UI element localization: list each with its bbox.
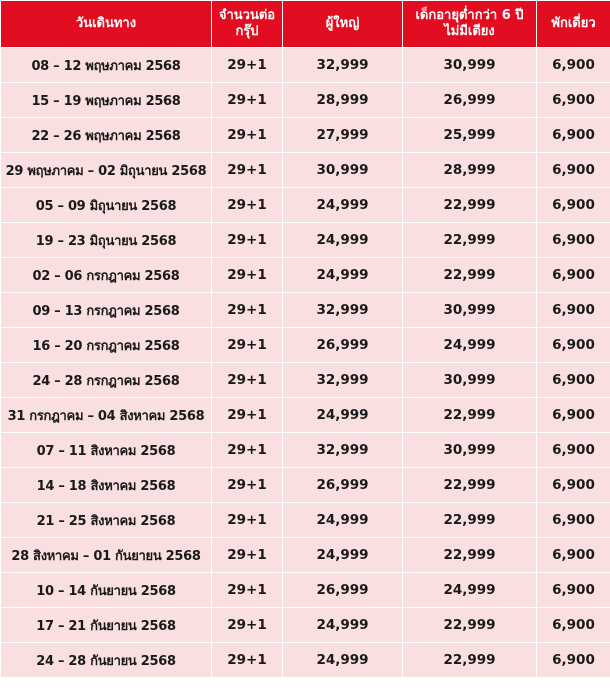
child-price-cell: 22,999 xyxy=(403,538,537,573)
single-supplement-cell: 6,900 xyxy=(537,398,610,433)
group-size-cell: 29+1 xyxy=(212,293,283,328)
child-price-cell: 30,999 xyxy=(403,433,537,468)
child-price-cell: 30,999 xyxy=(403,363,537,398)
single-supplement-cell: 6,900 xyxy=(537,538,610,573)
header-child-price-label: เด็กอายุต่ำกว่า 6 ปี ไม่มีเตียง xyxy=(415,8,524,39)
departure-date-cell: 29 พฤษภาคม – 02 มิถุนายน 2568 xyxy=(1,153,212,188)
adult-price-cell: 24,999 xyxy=(283,258,403,293)
group-size-cell: 29+1 xyxy=(212,328,283,363)
child-price-cell: 30,999 xyxy=(403,293,537,328)
adult-price-cell: 32,999 xyxy=(283,363,403,398)
adult-price-cell: 24,999 xyxy=(283,538,403,573)
table-row xyxy=(1,398,610,433)
group-size-cell: 29+1 xyxy=(212,48,283,83)
table-row xyxy=(1,363,610,398)
adult-price-cell: 24,999 xyxy=(283,398,403,433)
child-price-cell: 30,999 xyxy=(403,48,537,83)
group-size-cell: 29+1 xyxy=(212,258,283,293)
single-supplement-cell: 6,900 xyxy=(537,573,610,608)
departure-date-cell: 07 – 11 สิงหาคม 2568 xyxy=(1,433,212,468)
single-supplement-cell: 6,900 xyxy=(537,433,610,468)
departure-date-cell: 31 กรกฎาคม – 04 สิงหาคม 2568 xyxy=(1,398,212,433)
child-price-cell: 22,999 xyxy=(403,468,537,503)
departure-date-cell: 28 สิงหาคม – 01 กันยายน 2568 xyxy=(1,538,212,573)
group-size-cell: 29+1 xyxy=(212,153,283,188)
header-adult-price-label: ผู้ใหญ่ xyxy=(325,16,360,31)
departure-date-cell: 05 – 09 มิถุนายน 2568 xyxy=(1,188,212,223)
adult-price-cell: 32,999 xyxy=(283,293,403,328)
child-price-cell: 22,999 xyxy=(403,503,537,538)
single-supplement-cell: 6,900 xyxy=(537,503,610,538)
child-price-cell: 22,999 xyxy=(403,258,537,293)
child-price-cell: 26,999 xyxy=(403,83,537,118)
child-price-cell: 22,999 xyxy=(403,223,537,258)
single-supplement-cell: 6,900 xyxy=(537,643,610,678)
departure-date-cell: 19 – 23 มิถุนายน 2568 xyxy=(1,223,212,258)
child-price-cell: 24,999 xyxy=(403,328,537,363)
header-adult-price xyxy=(283,1,403,48)
group-size-cell: 29+1 xyxy=(212,83,283,118)
departure-date-cell: 02 – 06 กรกฎาคม 2568 xyxy=(1,258,212,293)
group-size-cell: 29+1 xyxy=(212,538,283,573)
header-child-price xyxy=(403,1,537,48)
child-price-cell: 22,999 xyxy=(403,188,537,223)
adult-price-cell: 30,999 xyxy=(283,153,403,188)
table-header-row xyxy=(1,1,610,48)
adult-price-cell: 32,999 xyxy=(283,433,403,468)
table-row xyxy=(1,118,610,153)
group-size-cell: 29+1 xyxy=(212,118,283,153)
adult-price-cell: 26,999 xyxy=(283,573,403,608)
departure-date-cell: 21 – 25 สิงหาคม 2568 xyxy=(1,503,212,538)
table-row xyxy=(1,503,610,538)
table-row xyxy=(1,608,610,643)
header-departure-date-label: วันเดินทาง xyxy=(75,16,137,31)
single-supplement-cell: 6,900 xyxy=(537,153,610,188)
group-size-cell: 29+1 xyxy=(212,188,283,223)
single-supplement-cell: 6,900 xyxy=(537,223,610,258)
single-supplement-cell: 6,900 xyxy=(537,363,610,398)
departure-date-cell: 22 – 26 พฤษภาคม 2568 xyxy=(1,118,212,153)
single-supplement-cell: 6,900 xyxy=(537,118,610,153)
table-row xyxy=(1,223,610,258)
table-row xyxy=(1,153,610,188)
adult-price-cell: 26,999 xyxy=(283,328,403,363)
adult-price-cell: 24,999 xyxy=(283,608,403,643)
group-size-cell: 29+1 xyxy=(212,433,283,468)
adult-price-cell: 26,999 xyxy=(283,468,403,503)
departure-date-cell: 17 – 21 กันยายน 2568 xyxy=(1,608,212,643)
group-size-cell: 29+1 xyxy=(212,363,283,398)
group-size-cell: 29+1 xyxy=(212,608,283,643)
table-row xyxy=(1,538,610,573)
child-price-cell: 22,999 xyxy=(403,398,537,433)
header-single-supplement-label: พักเดี่ยว xyxy=(551,16,596,31)
departure-date-cell: 15 – 19 พฤษภาคม 2568 xyxy=(1,83,212,118)
adult-price-cell: 24,999 xyxy=(283,188,403,223)
single-supplement-cell: 6,900 xyxy=(537,83,610,118)
child-price-cell: 25,999 xyxy=(403,118,537,153)
adult-price-cell: 24,999 xyxy=(283,643,403,678)
table-row xyxy=(1,293,610,328)
table-row xyxy=(1,433,610,468)
group-size-cell: 29+1 xyxy=(212,573,283,608)
header-departure-date xyxy=(1,1,212,48)
table-row xyxy=(1,258,610,293)
header-single-supplement xyxy=(537,1,610,48)
single-supplement-cell: 6,900 xyxy=(537,188,610,223)
departure-date-cell: 24 – 28 กรกฎาคม 2568 xyxy=(1,363,212,398)
table-row xyxy=(1,468,610,503)
single-supplement-cell: 6,900 xyxy=(537,328,610,363)
single-supplement-cell: 6,900 xyxy=(537,258,610,293)
adult-price-cell: 28,999 xyxy=(283,83,403,118)
child-price-cell: 28,999 xyxy=(403,153,537,188)
group-size-cell: 29+1 xyxy=(212,503,283,538)
single-supplement-cell: 6,900 xyxy=(537,293,610,328)
departure-date-cell: 10 – 14 กันยายน 2568 xyxy=(1,573,212,608)
table-row xyxy=(1,83,610,118)
departure-date-cell: 24 – 28 กันยายน 2568 xyxy=(1,643,212,678)
table-row xyxy=(1,643,610,678)
adult-price-cell: 27,999 xyxy=(283,118,403,153)
single-supplement-cell: 6,900 xyxy=(537,48,610,83)
table-row xyxy=(1,188,610,223)
table-row xyxy=(1,328,610,363)
header-group-size-label: จำนวนต่อ กรุ๊ป xyxy=(218,8,276,39)
child-price-cell: 22,999 xyxy=(403,608,537,643)
departure-date-cell: 09 – 13 กรกฎาคม 2568 xyxy=(1,293,212,328)
single-supplement-cell: 6,900 xyxy=(537,608,610,643)
group-size-cell: 29+1 xyxy=(212,398,283,433)
group-size-cell: 29+1 xyxy=(212,468,283,503)
single-supplement-cell: 6,900 xyxy=(537,468,610,503)
adult-price-cell: 24,999 xyxy=(283,503,403,538)
header-group-size xyxy=(212,1,283,48)
adult-price-cell: 32,999 xyxy=(283,48,403,83)
departure-date-cell: 14 – 18 สิงหาคม 2568 xyxy=(1,468,212,503)
adult-price-cell: 24,999 xyxy=(283,223,403,258)
table-row xyxy=(1,48,610,83)
group-size-cell: 29+1 xyxy=(212,223,283,258)
child-price-cell: 24,999 xyxy=(403,573,537,608)
departure-date-cell: 08 – 12 พฤษภาคม 2568 xyxy=(1,48,212,83)
table-row xyxy=(1,573,610,608)
departure-date-cell: 16 – 20 กรกฎาคม 2568 xyxy=(1,328,212,363)
table-body xyxy=(1,48,610,678)
child-price-cell: 22,999 xyxy=(403,643,537,678)
group-size-cell: 29+1 xyxy=(212,643,283,678)
